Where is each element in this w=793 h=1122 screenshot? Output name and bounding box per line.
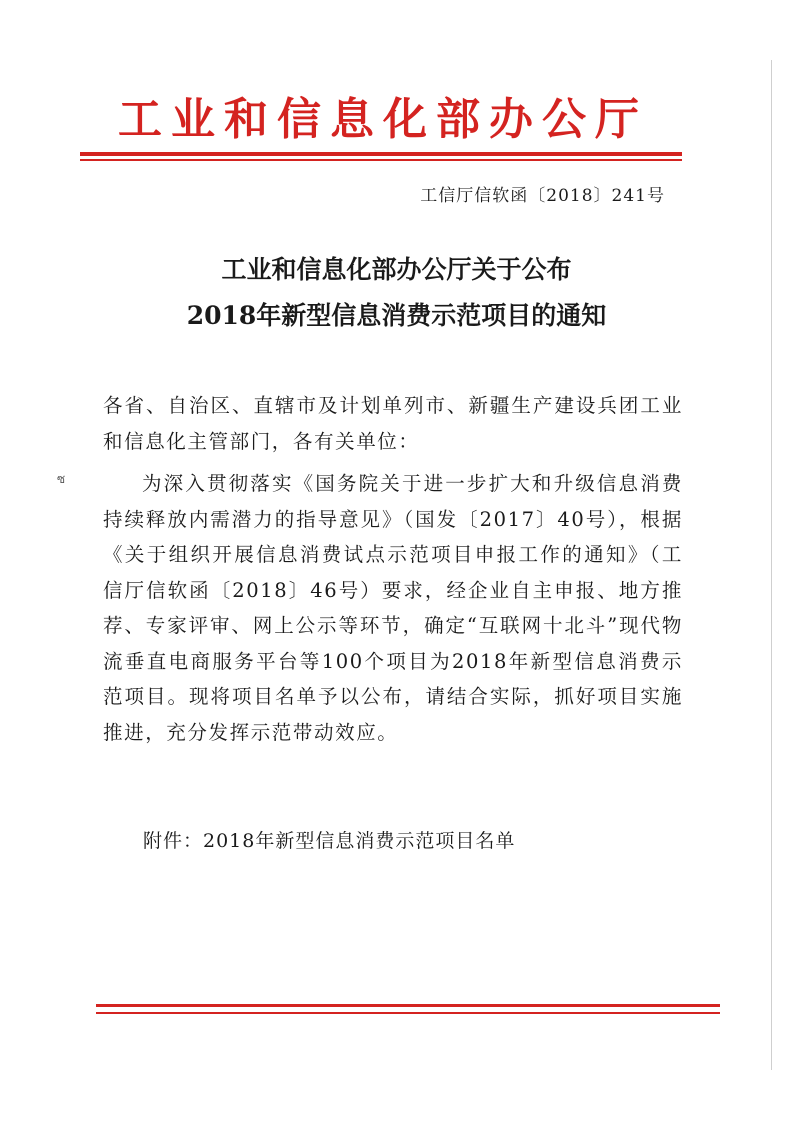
attachment-line: 附件：2018年新型信息消费示范项目名单 (143, 830, 516, 852)
page-edge-line (771, 60, 772, 1070)
footer-rule-thin (96, 1012, 720, 1014)
document-title-line-2: 2018年新型信息消费示范项目的通知 (186, 301, 607, 330)
header-rule-thick (80, 152, 682, 156)
salutation: 各省、自治区、直辖市及计划单列市、新疆生产建设兵团工业和信息化主管部门，各有关单位： (103, 394, 683, 453)
header-rule-thin (80, 159, 682, 161)
document-number: 工信厅信软函〔2018〕241号 (420, 186, 665, 206)
body-paragraph: 为深入贯彻落实《国务院关于进一步扩大和升级信息消费持续释放内需潜力的指导意见》（国发〔2017〕40号），根据《关于组织开展信息消费试点示范项目申报工作的通知》（工信厅信软函〔2018〕46号）要求，经企业自主申报、地方推荐、专家评审、网上公示等环节，确定“互联网十北斗”现代物流垂直电商服务平台等100个项目为2018年新型信息消费示范项目。现将项目名单予以公布，请结合实际，抓好项目实施推进，充分发挥示范带动效应。 (103, 472, 683, 744)
footer-rule-thick (96, 1004, 720, 1007)
margin-handwritten-mark: ซ (57, 472, 66, 486)
letterhead-title: 工业和信息化部办公厅 (118, 94, 648, 145)
document-title-line-1: 工业和信息化部办公厅关于公布 (221, 255, 572, 284)
